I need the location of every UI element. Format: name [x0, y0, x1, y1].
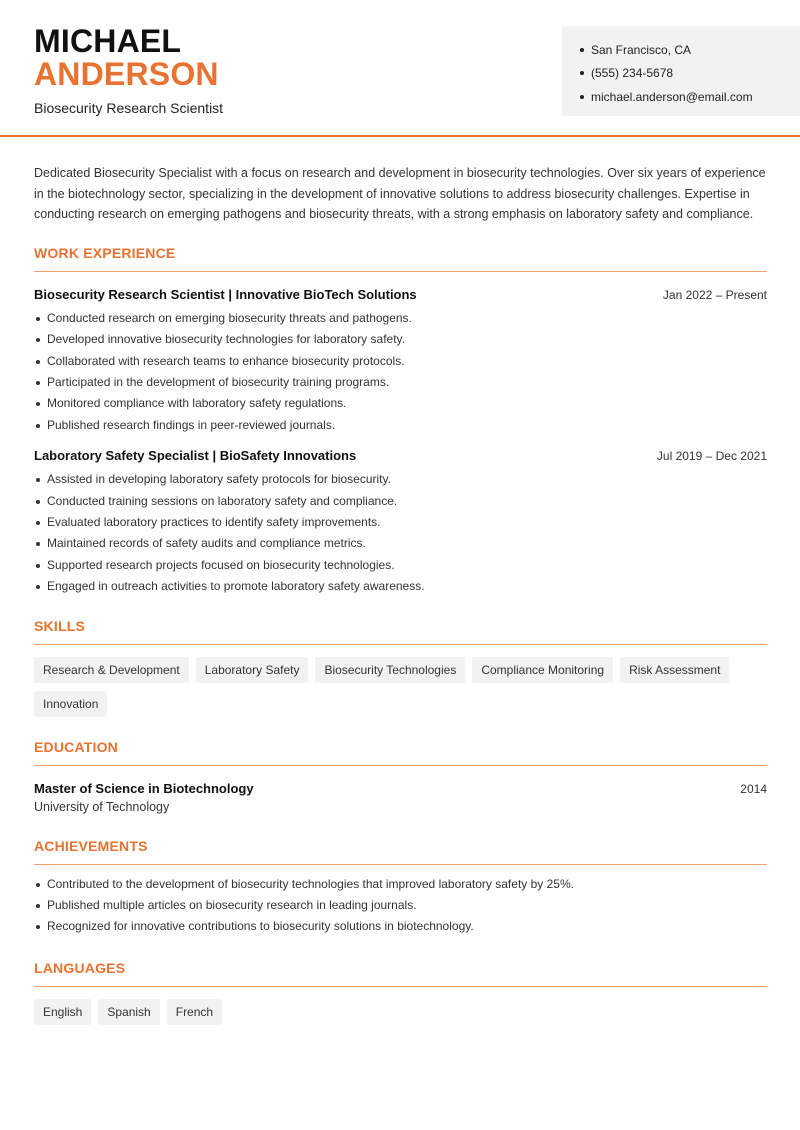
contact-box: [562, 26, 800, 116]
bullet-icon: [580, 48, 584, 52]
job-title: Biosecurity Research Scientist | Innovative BioTech Solutions: [34, 286, 417, 302]
contact-location-text: San Francisco, CA: [591, 42, 692, 57]
job-date: Jul 2019 – Dec 2021: [656, 449, 767, 464]
achievement-bullets: [34, 874, 767, 938]
achievements-section: [34, 838, 767, 938]
job-header: [34, 287, 767, 302]
skills-section: [34, 618, 767, 717]
list-item: Published multiple articles on biosecurity research in leading journals.: [34, 895, 767, 916]
list-item: Engaged in outreach activities to promote laboratory safety awareness.: [34, 576, 767, 597]
work-experience-section: [34, 245, 767, 598]
contact-phone: [580, 62, 800, 86]
resume-header: [0, 0, 800, 137]
job-title: Laboratory Safety Specialist | BioSafety Innovations: [34, 448, 357, 464]
last-name: ANDERSON: [34, 56, 219, 92]
school: University of Technology: [34, 799, 170, 814]
skill-tag: Biosecurity Technologies: [315, 657, 465, 683]
section-title-achievements: ACHIEVEMENTS: [34, 838, 767, 865]
language-tags: [34, 999, 767, 1025]
section-title-languages: LANGUAGES: [34, 960, 767, 987]
education-section: [34, 739, 767, 814]
job-bullets: [34, 308, 767, 436]
list-item: Contributed to the development of biosecurity technologies that improved laboratory safety by 25%.: [34, 874, 767, 895]
skill-tag: Research & Development: [34, 657, 189, 683]
education-year: 2014: [740, 781, 767, 796]
list-item: Published research findings in peer-reviewed journals.: [34, 415, 767, 436]
job-title: Biosecurity Research Scientist: [34, 100, 224, 116]
bullet-icon: [580, 71, 584, 75]
list-item: Maintained records of safety audits and compliance metrics.: [34, 533, 767, 554]
section-title-work: WORK EXPERIENCE: [34, 245, 767, 272]
list-item: Assisted in developing laboratory safety protocols for biosecurity.: [34, 469, 767, 490]
list-item: Recognized for innovative contributions to biosecurity solutions in biotechnology.: [34, 916, 767, 937]
summary: Dedicated Biosecurity Specialist with a focus on research and development in biosecurity technologies. Over six years of experience in the biotechnology sector, specializing in the development of innovative solutions to address biosecurity challenges. Expertise in conducting research on emerging pathogens and biosecurity threats, with a strong emphasis on laboratory safety and compliance.: [34, 166, 766, 222]
degree: Master of Science in Biotechnology: [34, 780, 254, 796]
list-item: Participated in the development of biosecurity training programs.: [34, 372, 767, 393]
language-tag: French: [167, 999, 222, 1025]
contact-location: [580, 38, 800, 62]
contact-email: [580, 85, 800, 109]
skill-tags: [34, 657, 767, 717]
list-item: Conducted training sessions on laboratory safety and compliance.: [34, 491, 767, 512]
job-date: Jan 2022 – Present: [662, 287, 767, 302]
skill-tag: Risk Assessment: [620, 657, 729, 683]
language-tag: Spanish: [98, 999, 159, 1025]
list-item: Evaluated laboratory practices to identify safety improvements.: [34, 512, 767, 533]
section-title-education: EDUCATION: [34, 739, 767, 766]
languages-section: [34, 960, 767, 1025]
skill-tag: Laboratory Safety: [196, 657, 309, 683]
skill-tag: Innovation: [34, 691, 107, 717]
contact-email-text: michael.anderson@email.com: [591, 89, 753, 104]
list-item: Developed innovative biosecurity technologies for laboratory safety.: [34, 329, 767, 350]
list-item: Conducted research on emerging biosecurity threats and pathogens.: [34, 308, 767, 329]
contact-phone-text: (555) 234-5678: [591, 66, 674, 81]
resume-body: [34, 163, 767, 1025]
language-tag: English: [34, 999, 91, 1025]
list-item: Supported research projects focused on biosecurity technologies.: [34, 555, 767, 576]
list-item: Monitored compliance with laboratory safety regulations.: [34, 393, 767, 414]
first-name: MICHAEL: [34, 23, 182, 59]
education-header: [34, 781, 767, 796]
job-bullets: [34, 469, 767, 597]
bullet-icon: [580, 95, 584, 99]
list-item: Collaborated with research teams to enhance biosecurity protocols.: [34, 351, 767, 372]
section-title-skills: SKILLS: [34, 618, 767, 645]
skill-tag: Compliance Monitoring: [472, 657, 613, 683]
job-header: [34, 448, 767, 463]
